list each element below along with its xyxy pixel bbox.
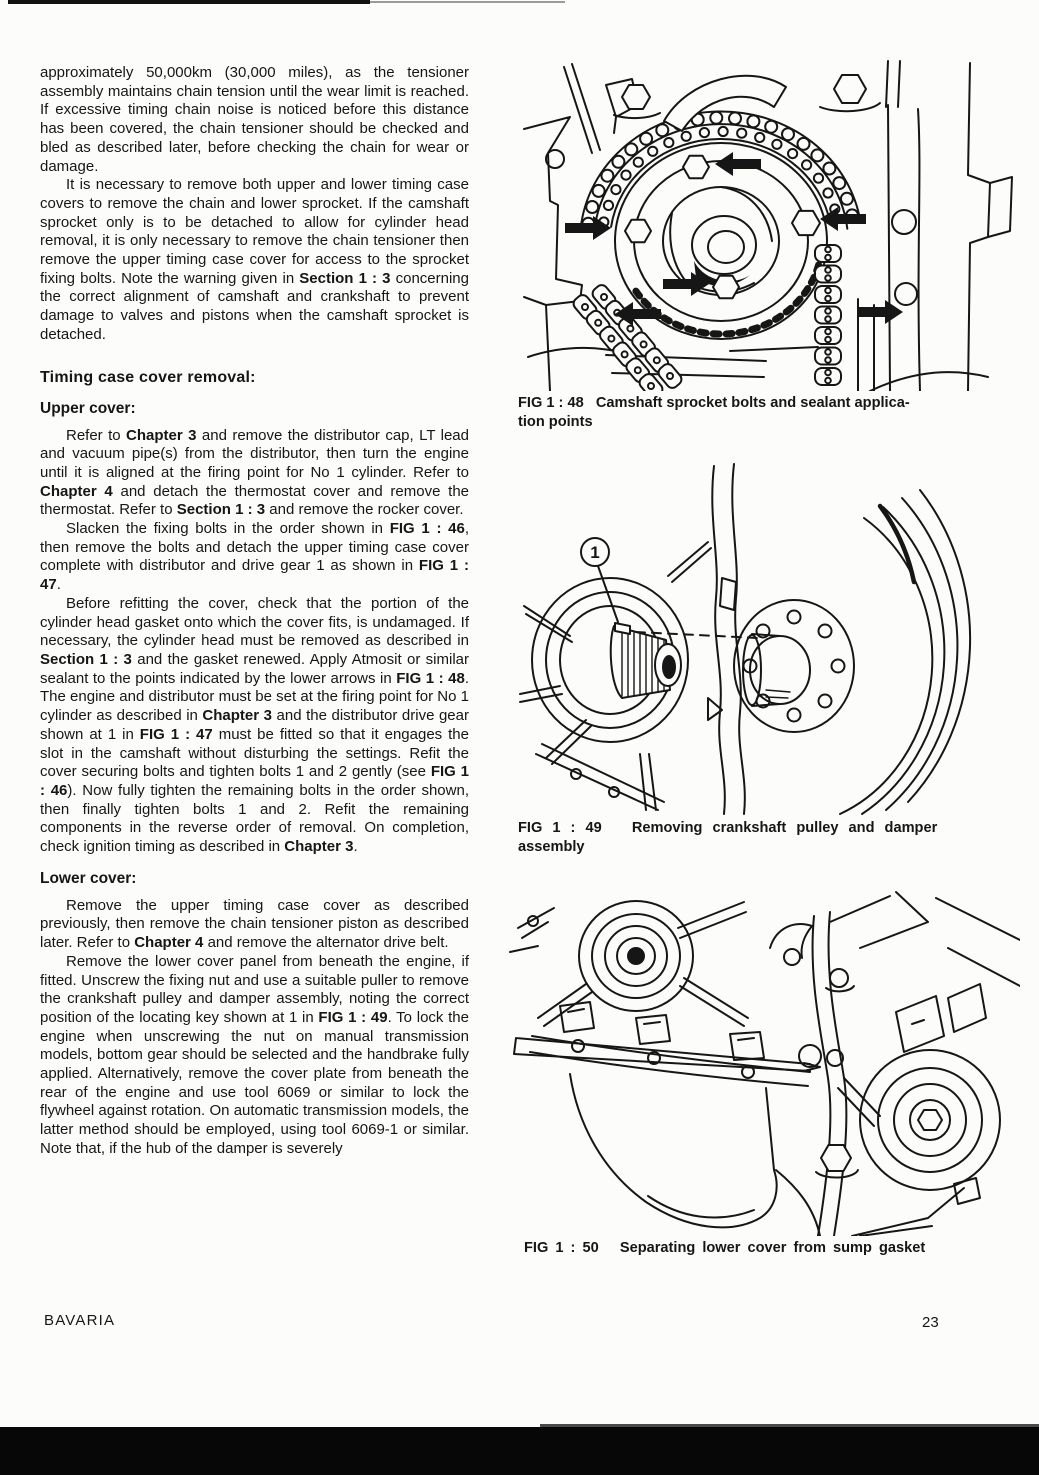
cross-reference: Chapter 3 (202, 707, 272, 725)
damper-flange (734, 600, 854, 732)
body-text: . To lock the engine when unscrewing the nut on manual transmission models, bottom gear should be selected and the handbrake fully applied. Alternatively, remove the cover plate from beneath the rear of the engine and use tool 6069 or similar to lock the flywheel against rotation. On automatic transmission models, the latter method should be employed, using tool 6069-1 or similar. Note that, if the hub of the damper is severely (40, 1008, 469, 1157)
figure-caption (508, 1239, 1020, 1258)
footer-book-title: BAVARIA (44, 1312, 116, 1329)
footer-page-number: 23 (922, 1314, 939, 1331)
sprocket-bolt-top (683, 156, 709, 179)
cover-bolt (821, 1145, 851, 1171)
leader-line (598, 566, 618, 622)
body-text: Remove the upper timing case cover as described previously, then remove the chain tensioner piston as described later. Refer to (40, 896, 469, 952)
caption-line: FIG 1 : 48 Camshaft sprocket bolts and sealant applica- (518, 395, 910, 411)
cross-reference: Chapter 4 (40, 482, 113, 500)
cross-reference: FIG 1 : 49 (318, 1008, 388, 1026)
case-bolt (622, 85, 650, 109)
section-heading: Timing case cover removal: (40, 368, 256, 386)
arrow-icon (857, 300, 903, 324)
body-text: , then remove the bolts and detach the upper timing case cover complete with distributor and drive gear 1 as shown in (40, 520, 469, 575)
cross-reference: Chapter 3 (126, 426, 197, 444)
paragraph (40, 427, 469, 521)
sprocket-bolt-bottom (713, 276, 739, 299)
cross-reference: FIG 1 : 46 (40, 763, 469, 799)
crankshaft-boss (579, 901, 693, 1011)
body-text: and the gasket renewed. Apply Atmosit or similar sealant to the points indicated by the lower arrows in (40, 650, 470, 687)
body-text: . The engine and distributor must be set at the firing point for No 1 cylinder as described in (40, 669, 469, 725)
figure-lower-cover (508, 888, 1020, 1258)
cross-reference: Section 1 : 3 (176, 501, 266, 519)
cross-reference: Section 1 : 3 (40, 650, 132, 668)
scan-bottom-bar (0, 1427, 1039, 1475)
figure-crankshaft-pulley (518, 458, 1016, 856)
body-text: Slacken the fixing bolts in the order shown in (66, 520, 390, 538)
scan-top-rule-faint (370, 1, 565, 3)
crankshaft-pulley-drawing (518, 458, 1016, 816)
case-bolt (834, 75, 866, 103)
figure-caption (518, 819, 1016, 856)
cross-reference: Chapter 4 (134, 934, 204, 952)
figure-caption (518, 394, 1016, 431)
alternator-pulley (860, 1050, 1000, 1190)
paragraph (40, 520, 469, 595)
body-text: Refer to (66, 426, 127, 444)
separating-blade (514, 1038, 820, 1071)
body-text: Remove the lower cover panel from beneath the engine, if fitted. Unscrew the fixing nut and use a suitable puller to remove the crankshaft pulley and damper assembly, noting the correct position of the locating key shown at 1 in (40, 952, 469, 1026)
subsection-heading: Upper cover: (40, 399, 136, 417)
dipstick-line (564, 64, 600, 153)
body-text: and detach the thermostat cover and remove the thermostat. Refer to (40, 482, 470, 519)
article-body (40, 64, 469, 1159)
cross-reference: FIG 1 : 48 (396, 669, 465, 687)
lower-cover-drawing (508, 888, 1020, 1236)
body-text: must be fitted so that it engages the slot in the camshaft without disturbing the settings. Refit the cover securing bolts and tighten bolts 1 and 2 gently (see (40, 725, 469, 781)
caption-line: FIG 1 : 50 Separating lower cover from sump gasket (524, 1240, 926, 1256)
paragraph (40, 595, 469, 857)
paragraph (40, 64, 469, 176)
body-text: and remove the distributor cap, LT lead and vacuum pipe(s) from the distributor, then turn the engine until it is aligned at the firing point for No 1 cylinder. Refer to (40, 426, 469, 481)
body-text: concerning the correct alignment of camshaft and crankshaft to prevent damage to valves and pistons when the camshaft sprocket is detached. (40, 269, 469, 343)
body-text: and remove the rocker cover. (265, 501, 464, 519)
cross-reference: Section 1 : 3 (299, 269, 391, 287)
cross-reference: FIG 1 : 47 (40, 557, 470, 594)
cross-reference: FIG 1 : 46 (389, 520, 465, 538)
body-text: . (353, 838, 358, 856)
body-text: Before refitting the cover, check that the portion of the cylinder head gasket onto which the cover fits, is undamaged. If necessary, the cylinder head must be removed as described in (40, 594, 469, 650)
sump-pan (570, 1074, 777, 1227)
camshaft-sprocket-drawing (518, 55, 1016, 391)
caption-line: assembly (518, 838, 585, 855)
paragraph (40, 176, 469, 344)
figure-camshaft-sprocket (518, 55, 1016, 431)
body-text: and the distributor drive gear shown at 1 in (40, 707, 469, 743)
body-text: approximately 50,000km (30,000 miles), as the tensioner assembly maintains chain tension until the wear limit is reached. If excessive timing chain noise is noticed before this distance has been covered, the chain tensioner should be checked and bled as described later, before checking the chain for wear or damage. (40, 64, 469, 175)
sprocket-bolt-right (792, 211, 820, 235)
body-text: ). Now fully tighten the remaining bolts in the order shown, then finally tighten bolts 1 and 2. Refit the remaining components in the reverse order of removal. On completion, check ignition timing as described in (40, 781, 469, 856)
subsection-heading: Lower cover: (40, 869, 137, 887)
cross-reference: Chapter 3 (284, 838, 354, 856)
part-number-label: 1 (590, 543, 600, 562)
scan-top-rule (8, 0, 370, 4)
arrow-icon (715, 152, 761, 176)
paragraph (40, 897, 469, 953)
body-text: . (56, 576, 61, 594)
body-text: It is necessary to remove both upper and lower timing case covers to remove the chain and lower sprocket. If the camshaft sprocket only is to be detached to allow for cylinder head removal, it is only necessary to remove the chain tensioner then remove the upper timing case cover for access to the sprocket fixing bolts. Note the warning given in (40, 176, 469, 287)
paragraph (40, 953, 469, 1159)
sprocket-bolt-left (625, 220, 651, 243)
body-text: and remove the alternator drive belt. (203, 934, 449, 952)
caption-line: FIG 1 : 49 Removing crankshaft pulley and damper (518, 820, 938, 836)
locating-key (615, 623, 630, 634)
cross-reference: FIG 1 : 47 (139, 725, 213, 743)
caption-line: tion points (518, 413, 593, 430)
